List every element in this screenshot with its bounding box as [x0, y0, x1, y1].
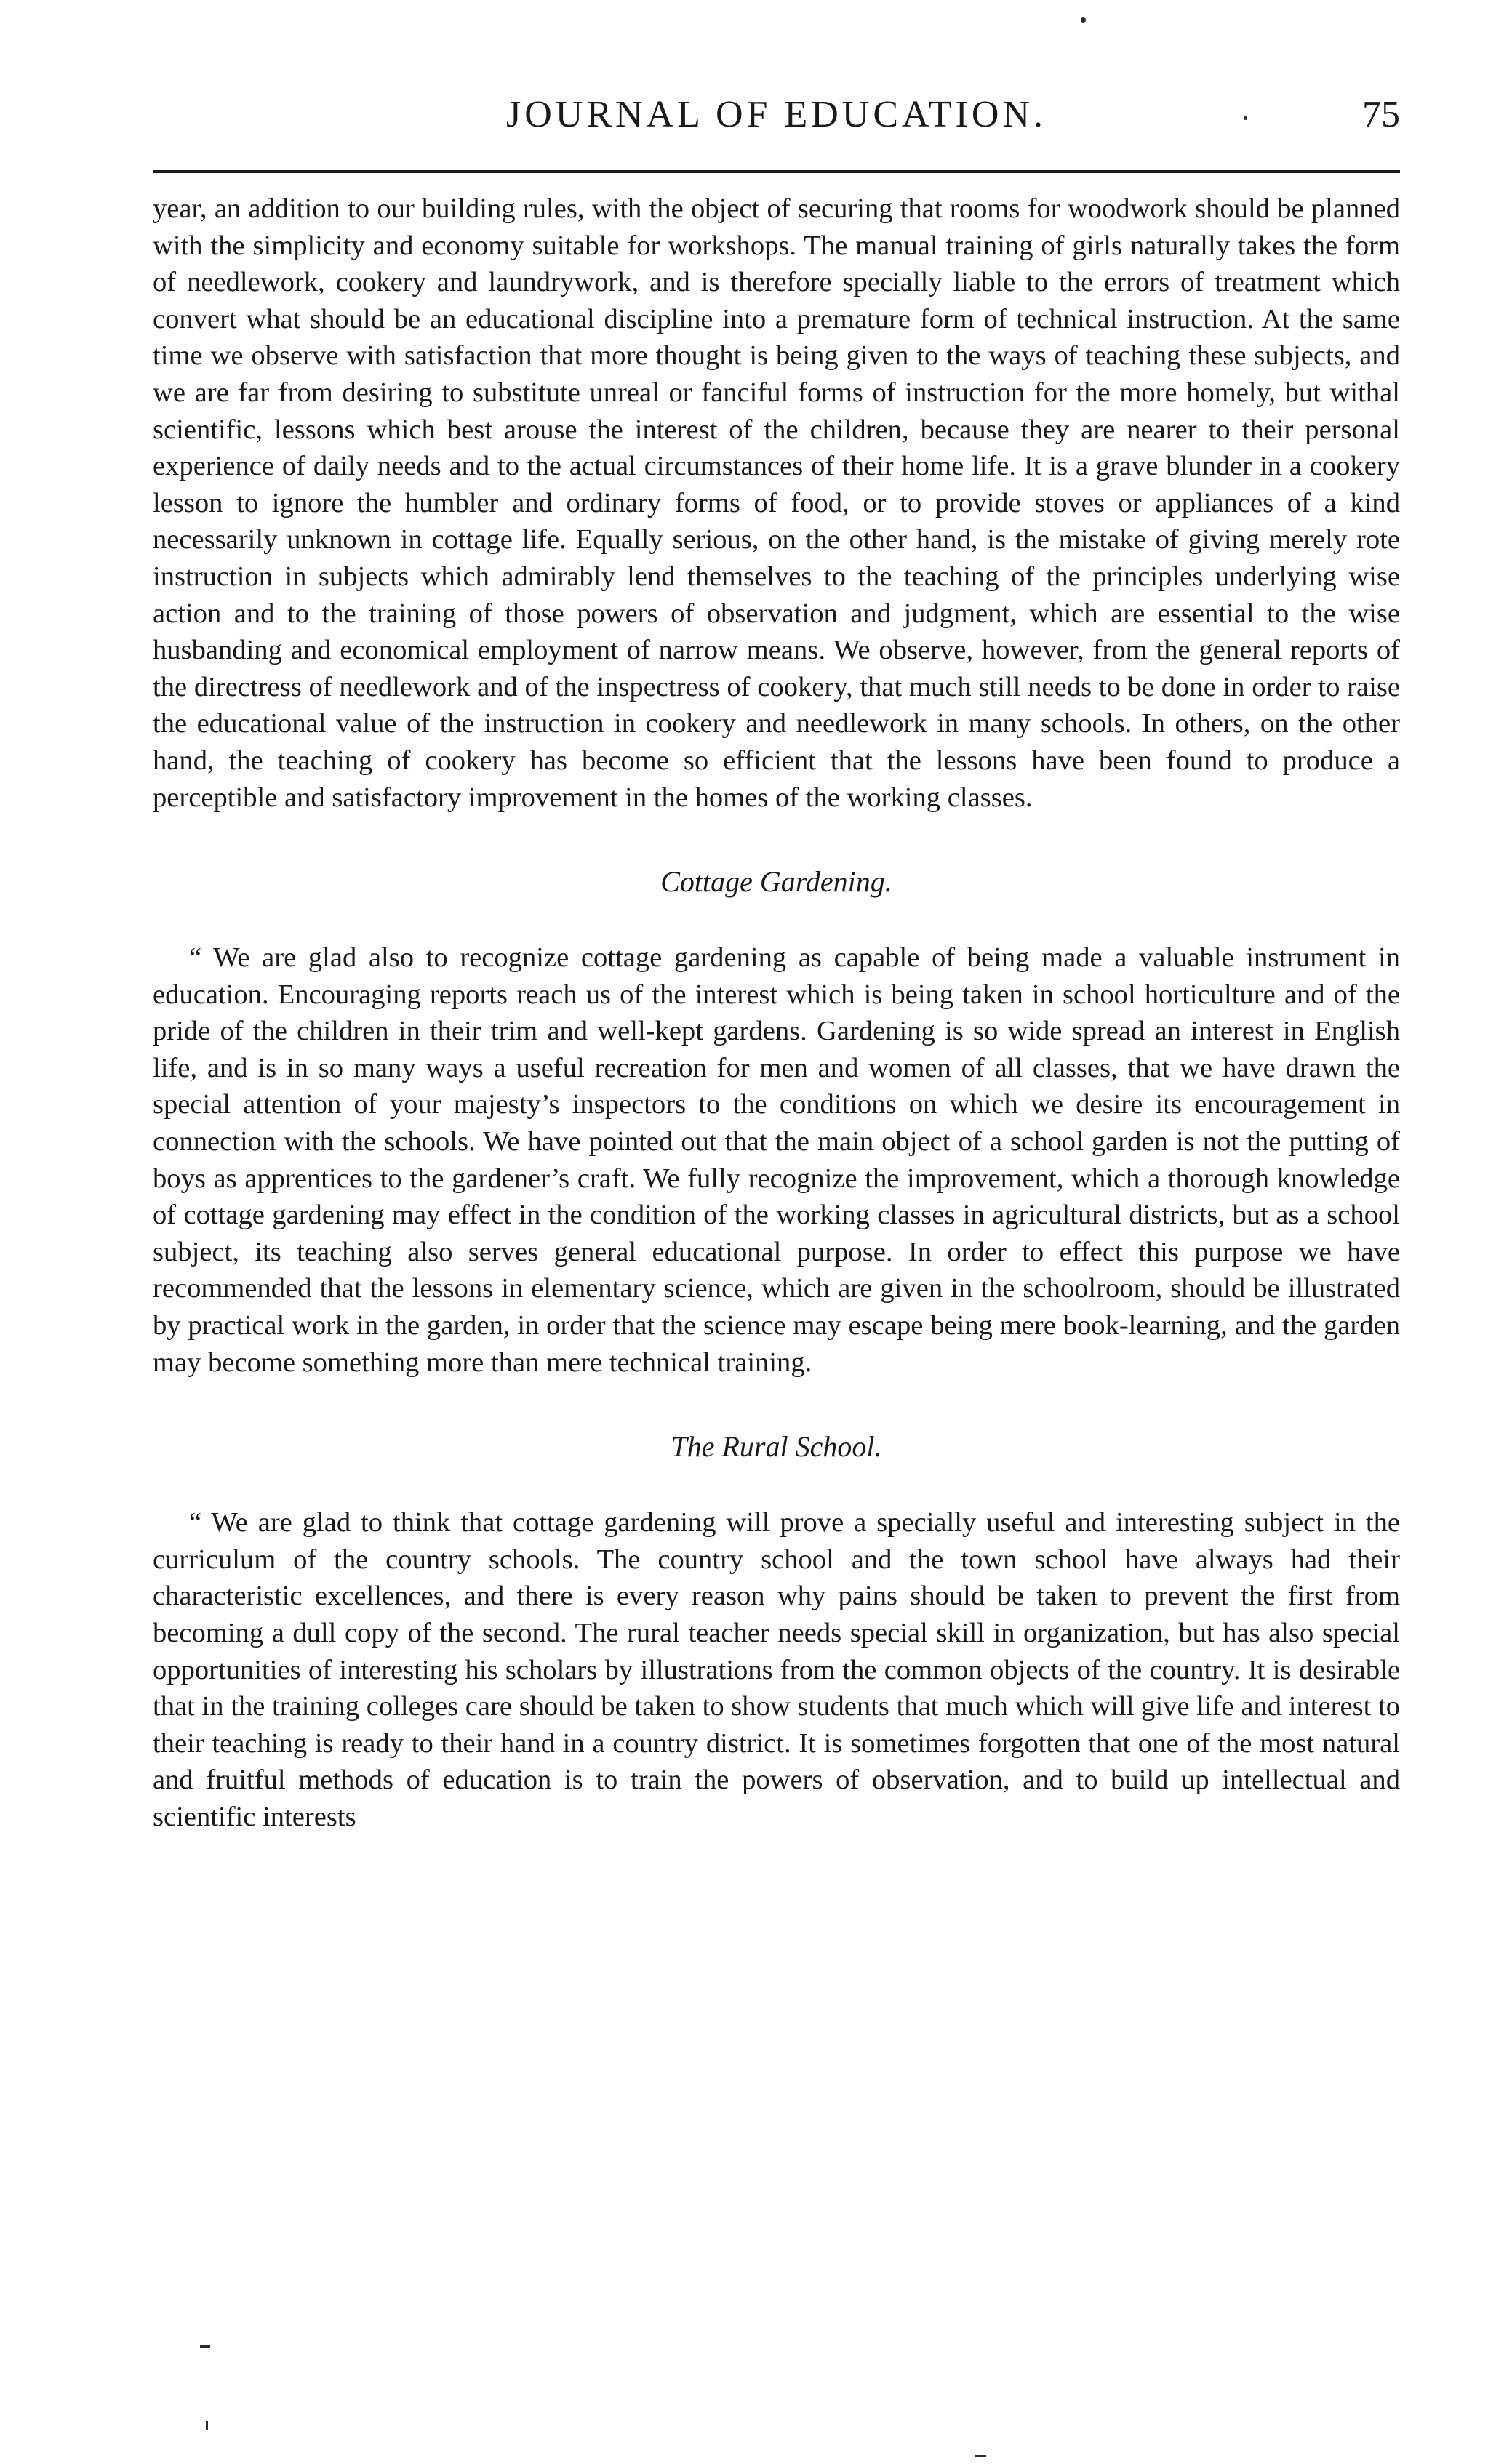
paragraph-manual-training: year, an addition to our building rules, with the object of securing that rooms for woodwork should be planned with the simplicity and economy suitable for workshops. The manual training of girls naturally takes the form of needlework, cookery and laundrywork, and is therefore specially liable to the errors of treatment which convert what should be an educational discipline into a premature form of technical instruction. At the same time we observe with satisfaction that more thought is being given to the ways of teaching these subjects, and we are far from desiring to substitute unreal or fanciful forms of instruction for the more homely, but withal scientific, lessons which best arouse the interest of the children, because they are nearer to their personal experience of daily needs and to the actual circumstances of their home life. It is a grave blunder in a cookery lesson to ignore the humbler and ordinary forms of food, or to provide stoves or appliances of a kind necessarily unknown in cottage life. Equally serious, on the other hand, is the mistake of giving merely rote instruction in subjects which admirably lend themselves to the teaching of the principles underlying wise action and to the training of those powers of observation and judgment, which are essential to the wise husbanding and economical employment of narrow means. We observe, however, from the general reports of the directress of needlework and of the inspectress of cookery, that much still needs to be done in order to raise the educational value of the instruction in cookery and needlework in many schools. In others, on the other hand, the teaching of cookery has become so efficient that the lessons have been found to produce a perceptible and satisfactory improvement in the homes of the working classes. [153, 193, 1400, 813]
ink-speck [1081, 17, 1086, 23]
ink-speck [1244, 116, 1247, 120]
journal-title: JOURNAL OF EDUCATION. [506, 94, 1047, 135]
article-body [153, 190, 1400, 1836]
header-rule [153, 170, 1400, 173]
running-head [153, 93, 1400, 144]
paragraph-rural-school: “ We are glad to think that cottage gardening will prove a specially useful and interesting subject in the curriculum of the country schools. The country school and the town school have always had their characteristic excellences, and there is every reason why pains should be taken to prevent the first from becoming a dull copy of the second. The rural teacher needs special skill in organization, but has also special opportunities of interesting his scholars by illustrations from the common objects of the country. It is desirable that in the training colleges care should be taken to show students that much which will give life and interest to their teaching is ready to their hand in a country district. It is sometimes forgotten that one of the most natural and fruitful methods of education is to train the powers of observation, and to build up intellectual and scientific interests [153, 1507, 1400, 1832]
paragraph-cottage-gardening: “ We are glad also to recognize cottage gardening as capable of being made a valuable instrument in education. Encouraging reports reach us of the interest which is being taken in school horticulture and of the pride of the children in their trim and well-kept gardens. Gardening is so wide spread an interest in English life, and is in so many ways a useful recreation for men and women of all classes, that we have drawn the special attention of your majesty’s inspectors to the conditions on which we desire its encouragement in connection with the schools. We have pointed out that the main object of a school garden is not the putting of boys as apprentices to the gardener’s craft. We fully recognize the improvement, which a thorough knowledge of cottage gardening may effect in the condition of the working classes in agricultural districts, but as a school subject, its teaching also serves general educational purpose. In order to effect this purpose we have recommended that the lessons in elementary science, which are given in the schoolroom, should be illustrated by practical work in the garden, in order that the science may escape being mere book-learning, and the garden may become something more than mere technical training. [153, 942, 1400, 1378]
heading-rural-school: The Rural School. [671, 1430, 882, 1464]
ink-speck [206, 2421, 208, 2430]
heading-cottage-gardening: Cottage Gardening. [660, 865, 892, 899]
ink-speck [200, 2345, 210, 2348]
ink-speck [975, 2455, 986, 2457]
page-number: 75 [1362, 94, 1400, 135]
